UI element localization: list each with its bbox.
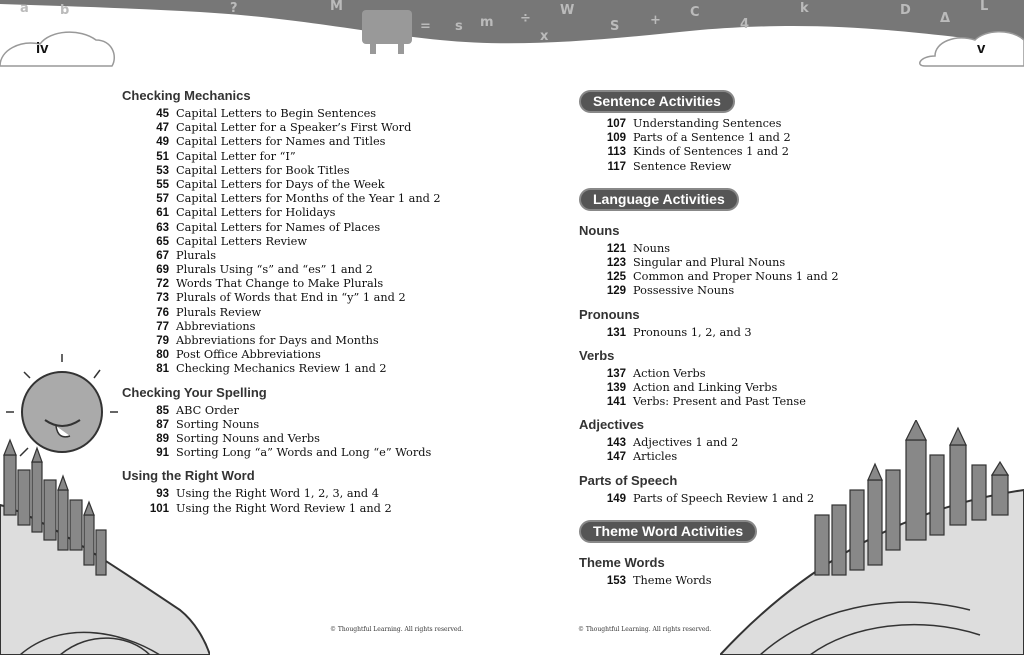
entry-title: Common and Proper Nouns 1 and 2 (633, 270, 839, 284)
toc-entry (122, 306, 482, 320)
page-number-left: iv (36, 40, 49, 57)
svg-text:D: D (900, 3, 911, 18)
entry-page: 77 (156, 320, 169, 333)
toc-entry (122, 263, 482, 277)
entry-title: Capital Letters for Book Titles (176, 163, 350, 177)
toc-entry (122, 277, 482, 291)
toc-entry (579, 284, 939, 298)
entry-page: 125 (606, 271, 626, 284)
toc-entry (579, 326, 939, 340)
entry-page: 107 (606, 118, 626, 130)
entry-page: 93 (156, 488, 169, 501)
entry-title: Post Office Abbreviations (176, 348, 321, 362)
entry-title: Checking Mechanics Review 1 and 2 (176, 362, 387, 376)
toc-entry (122, 249, 482, 263)
entry-title: Parts of a Sentence 1 and 2 (633, 131, 791, 145)
toc-entry (579, 270, 939, 284)
entry-page: 141 (606, 396, 626, 409)
group-heading: Pronouns (579, 306, 640, 322)
entry-title: Articles (633, 450, 678, 464)
svg-text:÷: ÷ (520, 11, 531, 26)
svg-text:+: + (650, 13, 661, 28)
entry-title: Verbs: Present and Past Tense (633, 395, 806, 409)
svg-text:C: C (690, 5, 700, 20)
entry-title: Capital Letters for Months of the Year 1 and 2 (176, 192, 441, 206)
entry-title: Capital Letter for “I” (176, 149, 296, 163)
entry-page: 49 (156, 136, 169, 149)
entry-title: Sorting Nouns (176, 417, 260, 431)
copyright-right: © Thoughtful Learning. All rights reserved. (578, 626, 712, 633)
entry-page: 137 (606, 367, 626, 380)
toc-entry (122, 164, 482, 178)
entry-title: Capital Letters for Days of the Week (176, 177, 385, 191)
toc-entry (579, 145, 939, 159)
group-heading: Parts of Speech (579, 472, 678, 488)
toc-entry (579, 117, 939, 131)
copyright-left: © Thoughtful Learning. All rights reserved. (330, 626, 464, 633)
toc-entry (579, 131, 939, 145)
toc-entry (579, 160, 939, 174)
section-heading: Using the Right Word (122, 468, 255, 484)
toc-list (579, 326, 939, 340)
left-hill-city-illustration (0, 340, 210, 655)
svg-text:k: k (800, 1, 809, 16)
entry-title: ABC Order (176, 403, 239, 417)
entry-page: 123 (606, 256, 626, 269)
entry-title: Capital Letters for Names and Titles (176, 135, 386, 149)
svg-text:a: a (20, 1, 29, 16)
toc-list (579, 367, 939, 410)
entry-title: Abbreviations for Days and Months (176, 334, 379, 347)
entry-page: 153 (606, 574, 626, 587)
entry-page: 55 (156, 178, 169, 191)
smiling-sun-icon (6, 354, 118, 456)
toc-entry (122, 107, 482, 121)
svg-text:b: b (60, 3, 70, 18)
entry-page: 51 (156, 150, 169, 163)
entry-page: 53 (156, 164, 169, 177)
theme-word-activities-pill: Theme Word Activities (579, 520, 757, 543)
entry-page: 121 (606, 242, 626, 255)
svg-text:?: ? (230, 1, 238, 16)
svg-text:M: M (330, 0, 343, 14)
entry-page: 143 (606, 437, 626, 450)
toc-list (579, 242, 939, 299)
entry-page: 80 (156, 349, 169, 362)
svg-text:Δ: Δ (940, 11, 951, 26)
toc-entry (579, 242, 939, 256)
right-hill-city-illustration (720, 420, 1024, 655)
group-heading: Nouns (579, 222, 620, 238)
toc-entry (122, 206, 482, 220)
entry-title: Using the Right Word Review 1 and 2 (176, 501, 392, 515)
language-activities-pill: Language Activities (579, 188, 739, 211)
entry-page: 47 (156, 122, 169, 135)
entry-title: Capital Letters for Holidays (176, 206, 336, 220)
entry-title: Kinds of Sentences 1 and 2 (633, 145, 789, 159)
toc-entry (122, 192, 482, 206)
entry-page: 101 (149, 502, 169, 515)
entry-title: Nouns (633, 241, 671, 255)
svg-text:L: L (980, 0, 989, 14)
entry-title: Action Verbs (633, 366, 706, 380)
toc-entry (579, 395, 939, 409)
entry-page: 87 (156, 418, 169, 431)
entry-page: 63 (156, 221, 169, 234)
entry-title: Sorting Nouns and Verbs (176, 431, 320, 445)
toc-entry (122, 291, 482, 305)
entry-page: 149 (606, 492, 626, 505)
entry-page: 109 (606, 132, 626, 145)
svg-text:=: = (420, 19, 431, 34)
entry-page: 117 (607, 160, 626, 173)
toc-list (579, 117, 939, 174)
entry-title: Capital Letter for a Speaker’s First Word (176, 121, 412, 135)
entry-title: Capital Letters for Names of Places (176, 220, 381, 234)
entry-title: Possessive Nouns (633, 284, 735, 298)
svg-text:s: s (455, 19, 463, 34)
entry-page: 45 (156, 108, 169, 120)
svg-text:4: 4 (740, 17, 750, 32)
toc-entry (122, 235, 482, 249)
entry-title: Plurals (176, 248, 217, 262)
entry-title: Theme Words (633, 573, 712, 587)
toc-entry (122, 150, 482, 164)
entry-title: Sentence Review (633, 159, 732, 173)
entry-title: Sorting Long “a” Words and Long “e” Words (176, 446, 432, 460)
svg-text:x: x (540, 29, 549, 44)
sentence-activities-pill: Sentence Activities (579, 90, 735, 113)
entry-page: 81 (156, 363, 169, 376)
entry-page: 73 (156, 292, 169, 305)
toc-list (122, 107, 482, 377)
entry-page: 131 (606, 326, 626, 339)
entry-page: 61 (156, 207, 169, 220)
entry-page: 147 (606, 451, 626, 464)
toc-entry (122, 135, 482, 149)
toc-entry (122, 221, 482, 235)
group-heading: Theme Words (579, 554, 665, 570)
toc-entry (579, 367, 939, 381)
entry-page: 57 (156, 193, 169, 206)
svg-text:W: W (560, 3, 575, 18)
entry-title: Plurals Review (176, 305, 262, 319)
svg-text:m: m (480, 15, 494, 30)
entry-page: 72 (156, 278, 169, 291)
entry-page: 139 (606, 381, 626, 394)
entry-page: 91 (156, 447, 169, 460)
group-heading: Adjectives (579, 417, 645, 433)
letters-banner-illustration (0, 0, 1024, 70)
entry-page: 89 (156, 432, 169, 445)
section-heading: Checking Your Spelling (122, 384, 267, 400)
entry-title: Words That Change to Make Plurals (176, 277, 384, 291)
entry-title: Action and Linking Verbs (633, 380, 778, 394)
section-heading: Checking Mechanics (122, 88, 251, 103)
entry-title: Using the Right Word 1, 2, 3, and 4 (176, 487, 379, 501)
entry-page: 113 (607, 146, 626, 159)
entry-page: 69 (156, 264, 169, 277)
toc-entry (122, 178, 482, 192)
entry-title: Parts of Speech Review 1 and 2 (633, 491, 815, 505)
toc-entry (579, 381, 939, 395)
entry-title: Capital Letters to Begin Sentences (176, 107, 377, 120)
entry-title: Pronouns 1, 2, and 3 (633, 325, 752, 339)
entry-title: Capital Letters Review (176, 234, 307, 248)
entry-title: Plurals of Words that End in “y” 1 and 2 (176, 291, 406, 305)
entry-title: Plurals Using “s” and “es” 1 and 2 (176, 263, 373, 277)
svg-text:S: S (610, 19, 620, 34)
entry-title: Abbreviations (176, 319, 256, 333)
entry-title: Understanding Sentences (633, 117, 782, 130)
entry-title: Adjectives 1 and 2 (633, 436, 739, 450)
group-heading: Verbs (579, 347, 615, 363)
entry-page: 129 (606, 285, 626, 298)
page-number-right: v (977, 40, 986, 57)
entry-page: 76 (156, 306, 169, 319)
toc-entry (122, 320, 482, 334)
entry-page: 65 (156, 235, 169, 248)
toc-entry (122, 121, 482, 135)
entry-title: Singular and Plural Nouns (633, 255, 786, 269)
entry-page: 67 (156, 249, 169, 262)
entry-page: 85 (156, 404, 169, 417)
toc-entry (579, 256, 939, 270)
entry-page: 79 (156, 335, 169, 347)
